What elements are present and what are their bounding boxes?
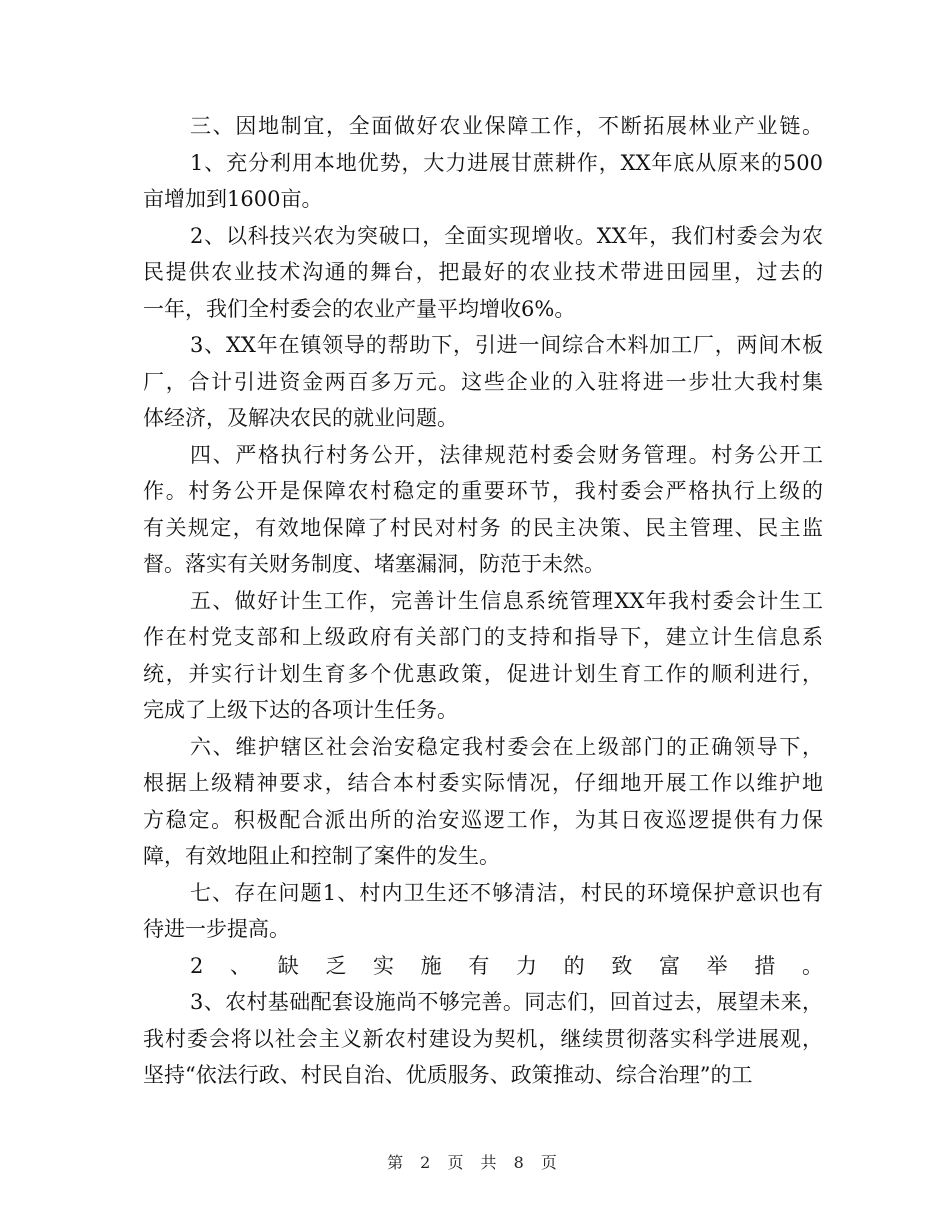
paragraph-line: 2、以科技兴农为突破口，全面实现增收。XX年，我们村委会为农 (190, 223, 823, 248)
paragraph-line: 体经济，及解决农民的就业问题。 (143, 406, 458, 430)
paragraph (143, 948, 823, 985)
paragraph-line: 三、因地制宜，全面做好农业保障工作，不断拓展林业产业链。 (190, 114, 823, 138)
paragraph-line: 七、存在问题1、村内卫生还不够清洁，村民的环境保护意识也有 (190, 880, 823, 905)
paragraph (143, 729, 823, 875)
paragraph-line: 民提供农业技术沟通的舞台，把最好的农业技术带进田园里，过去的 (143, 260, 823, 284)
paragraph-line: 2、缺乏实施有力的致富举措。 (190, 953, 823, 978)
paragraph-line: 有关规定，有效地保障了村民对村务 的民主决策、民主管理、民主监 (143, 515, 823, 540)
paragraph-line: 坚持“依法行政、村民自治、优质服务、政策推动、综合治理”的工 (143, 1063, 753, 1087)
paragraph-line: 3、农村基础配套设施尚不够完善。同志们，回首过去，展望未来， (190, 990, 823, 1014)
paragraph-line: 厂，合计引进资金两百多万元。这些企业的入驻将进一步壮大我村集 (143, 369, 823, 394)
paragraph-line: 亩增加到1600亩。 (143, 187, 323, 211)
paragraph (143, 108, 823, 145)
paragraph (143, 437, 823, 583)
paragraph-line: 3、XX年在镇领导的帮助下，引进一间综合木料加工厂，两间木板 (190, 333, 823, 357)
paragraph-line: 统，并实行计划生育多个优惠政策，促进计划生育工作的顺利进行， (143, 661, 823, 686)
paragraph-line: 作在村党支部和上级政府有关部门的支持和指导下，建立计生信息系 (143, 625, 823, 649)
paragraph (143, 984, 823, 1094)
paragraph-line: 六、维护辖区社会治安稳定我村委会在上级部门的正确领导下， (190, 734, 823, 759)
paragraph-line: 1、充分利用本地优势，大力进展甘蔗耕作，XX年底从原来的500 (190, 150, 823, 175)
paragraph-line: 一年，我们全村委会的农业产量平均增收6%。 (143, 296, 576, 321)
paragraph-line: 五、做好计生工作，完善计生信息系统管理XX年我村委会计生工 (190, 588, 823, 613)
paragraph-line: 我村委会将以社会主义新农村建设为契机，继续贯彻落实科学进展观， (143, 1026, 823, 1051)
document-body (143, 108, 823, 1094)
paragraph-line: 障，有效地阻止和控制了案件的发生。 (143, 844, 500, 868)
paragraph (143, 875, 823, 948)
paragraph-line: 作。村务公开是保障农村稳定的重要环节，我村委会严格执行上级的 (143, 479, 823, 503)
paragraph-line: 督。落实有关财务制度、堵塞漏洞，防范于未然。 (143, 552, 605, 576)
paragraph-line: 根据上级精神要求，结合本村委实际情况，仔细地开展工作以维护地 (143, 771, 823, 795)
paragraph-line: 方稳定。积极配合派出所的治安巡逻工作，为其日夜巡逻提供有力保 (143, 807, 823, 832)
paragraph (143, 327, 823, 437)
paragraph (143, 145, 823, 218)
paragraph-line: 待进一步提高。 (143, 917, 290, 941)
paragraph (143, 583, 823, 729)
paragraph (143, 218, 823, 328)
page-number-footer: 第 2 页 共 8 页 (387, 1153, 563, 1172)
paragraph-line: 四、严格执行村务公开，法律规范村委会财务管理。村务公开工 (190, 442, 823, 467)
paragraph-line: 完成了上级下达的各项计生任务。 (143, 698, 458, 722)
